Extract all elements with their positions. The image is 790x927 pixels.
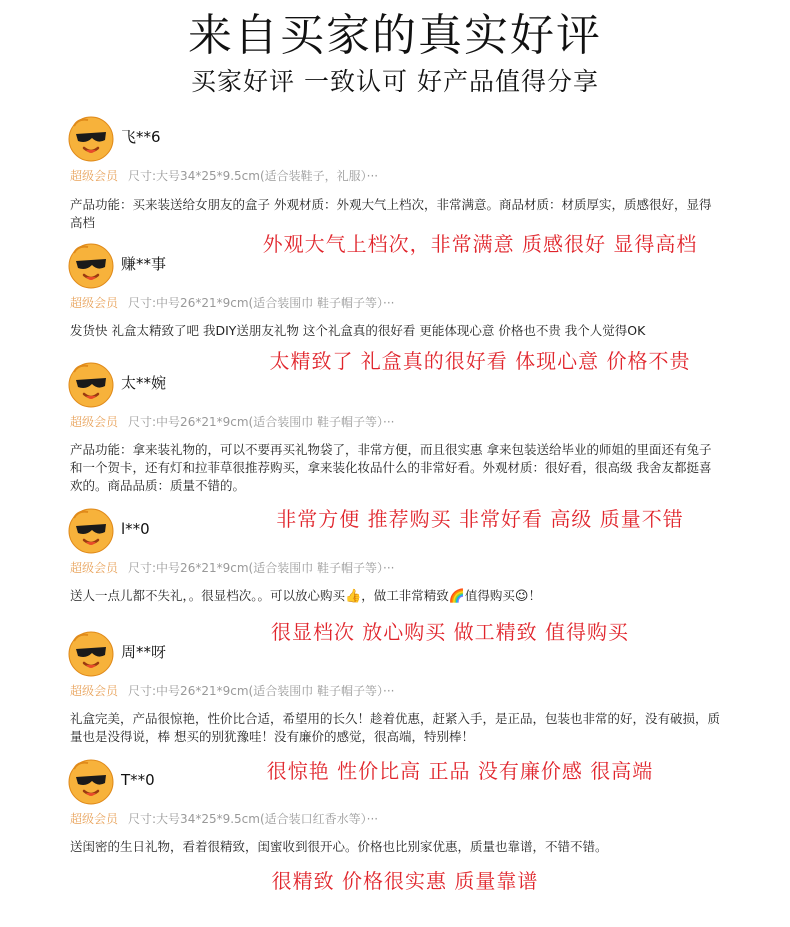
- review-text-part: ！: [528, 588, 541, 603]
- review-highlight: 太精致了 礼盒真的很好看 体现心意 价格不贵: [269, 349, 691, 373]
- member-badge: 超级会员: [70, 415, 119, 429]
- member-badge: 超级会员: [70, 812, 119, 826]
- review-text: 产品功能：买来装送给女朋友的盒子 外观材质：外观大气上档次，非常满意。商品材质：材质厚实，质感很好，显得高档: [70, 197, 712, 230]
- review-highlight: 外观大气上档次，非常满意 质感很好 显得高档: [262, 232, 698, 256]
- review-username: 飞**6: [121, 128, 161, 146]
- page-subtitle: 买家好评 一致认可 好产品值得分享: [191, 67, 599, 96]
- review-text: [70, 587, 720, 606]
- avatar-sunglasses-face-icon: [68, 508, 114, 554]
- product-spec: 尺寸:大号34*25*9.5cm(适合装鞋子，礼服）···: [128, 169, 379, 183]
- member-badge: 超级会员: [70, 296, 119, 310]
- review-meta: [70, 682, 394, 700]
- review-text: 产品功能：拿来装礼物的，可以不要再买礼物袋了，非常方便，而且很实惠 拿来包装送给毕业的师姐的里面还有兔子和一个贺卡，还有灯和拉菲草很推荐购买，拿来装化妆品什么的非常好看。外观材质：很好看，很高级 我舍友都挺喜欢的。商品品质：质量不错的。: [70, 442, 712, 493]
- member-badge: 超级会员: [70, 684, 119, 698]
- member-badge: 超级会员: [70, 561, 119, 575]
- review-text-part: ，做工非常精致: [361, 588, 449, 603]
- review-username: l**0: [121, 520, 150, 538]
- review-text-part: 值得购买: [464, 588, 515, 603]
- product-spec: 尺寸:中号26*21*9cm(适合装围巾 鞋子帽子等）···: [128, 684, 395, 698]
- review-meta: [70, 167, 378, 185]
- avatar-sunglasses-face-icon: [68, 243, 114, 289]
- product-spec: 尺寸:中号26*21*9cm(适合装围巾 鞋子帽子等）···: [128, 561, 395, 575]
- review-highlight: 很惊艳 性价比高 正品 没有廉价感 很高端: [266, 759, 654, 783]
- review-meta: [70, 559, 394, 577]
- review-highlight: 很精致 价格很实惠 质量靠谱: [271, 869, 539, 893]
- page-title: 来自买家的真实好评: [188, 10, 602, 61]
- review-highlight: 很显档次 放心购买 做工精致 值得购买: [270, 620, 630, 644]
- review-text: 送闺密的生日礼物，看着很精致，闺蜜收到很开心。价格也比别家优惠，质量也靠谱，不错不错。: [70, 839, 608, 854]
- review-meta: [70, 413, 394, 431]
- product-spec: 尺寸:大号34*25*9.5cm(适合装口红香水等）···: [128, 812, 379, 826]
- avatar-sunglasses-face-icon: [68, 116, 114, 162]
- avatar-sunglasses-face-icon: [68, 362, 114, 408]
- review-meta: [70, 294, 394, 312]
- product-spec: 尺寸:中号26*21*9cm(适合装围巾 鞋子帽子等）···: [128, 415, 395, 429]
- avatar-sunglasses-face-icon: [68, 759, 114, 805]
- member-badge: 超级会员: [70, 169, 119, 183]
- review-highlight: 非常方便 推荐购买 非常好看 高级 质量不错: [276, 507, 684, 531]
- review-username: 太**婉: [121, 374, 167, 392]
- review-text-part: 送人一点儿都不失礼，。很显档次。。可以放心购买: [70, 588, 346, 603]
- review-text: 发货快 礼盒太精致了吧 我DIY送朋友礼物 这个礼盒真的很好看 更能体现心意 价格也不贵 我个人觉得OK: [70, 323, 646, 338]
- rainbow-icon: 🌈: [448, 589, 465, 604]
- review-meta: [70, 810, 378, 828]
- thumbs-up-icon: 👍: [345, 589, 362, 604]
- review-username: 赚**事: [121, 255, 167, 273]
- wink-face-icon: 😉: [514, 589, 529, 604]
- review-username: T**0: [121, 771, 155, 789]
- review-text: 礼盒完美，产品很惊艳，性价比合适，希望用的长久！趁着优惠，赶紧入手，是正品，包装也非常的好，没有破损，质量也是没得说，棒 想买的别犹豫哇！没有廉价的感觉，很高端，特别棒！: [70, 711, 721, 744]
- review-username: 周**呀: [121, 643, 167, 661]
- product-spec: 尺寸:中号26*21*9cm(适合装围巾 鞋子帽子等）···: [128, 296, 395, 310]
- avatar-sunglasses-face-icon: [68, 631, 114, 677]
